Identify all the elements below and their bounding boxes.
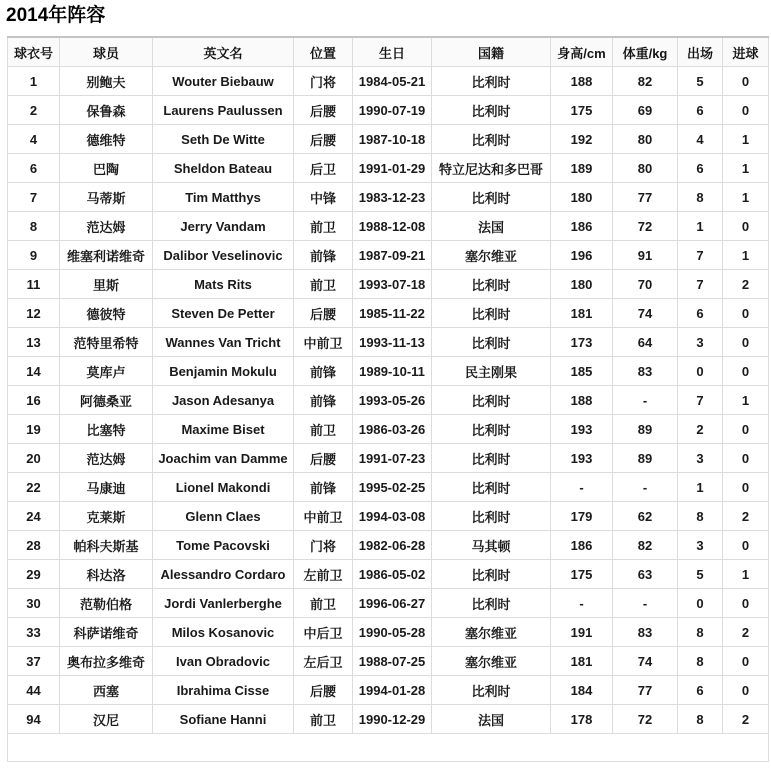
table-cell: 西塞 bbox=[60, 676, 153, 705]
table-cell: 前锋 bbox=[294, 241, 353, 270]
table-cell: 180 bbox=[551, 270, 613, 299]
table-cell: 89 bbox=[613, 415, 678, 444]
table-cell: - bbox=[613, 386, 678, 415]
table-cell: 64 bbox=[613, 328, 678, 357]
table-cell: 14 bbox=[8, 357, 60, 386]
table-cell: 0 bbox=[723, 444, 769, 473]
table-cell: 180 bbox=[551, 183, 613, 212]
table-cell: 1989-10-11 bbox=[353, 357, 432, 386]
table-cell: Wouter Biebauw bbox=[153, 67, 294, 96]
table-cell: 阿德桑亚 bbox=[60, 386, 153, 415]
table-cell: 7 bbox=[678, 386, 723, 415]
table-cell: Ibrahima Cisse bbox=[153, 676, 294, 705]
table-cell: 82 bbox=[613, 67, 678, 96]
table-row bbox=[8, 125, 769, 154]
table-cell: 后腰 bbox=[294, 125, 353, 154]
table-cell: 0 bbox=[723, 647, 769, 676]
table-cell: 0 bbox=[723, 212, 769, 241]
table-cell: 0 bbox=[723, 299, 769, 328]
table-row bbox=[8, 676, 769, 705]
table-cell: 奥布拉多维奇 bbox=[60, 647, 153, 676]
table-cell: 83 bbox=[613, 357, 678, 386]
table-cell: 188 bbox=[551, 386, 613, 415]
table-cell: 前卫 bbox=[294, 270, 353, 299]
table-cell: 2 bbox=[678, 415, 723, 444]
table-cell: 69 bbox=[613, 96, 678, 125]
table-cell: 1994-03-08 bbox=[353, 502, 432, 531]
table-cell: - bbox=[551, 473, 613, 502]
table-cell: 8 bbox=[678, 183, 723, 212]
table-cell: 比利时 bbox=[432, 183, 551, 212]
table-cell: 塞尔维亚 bbox=[432, 241, 551, 270]
table-cell: 1 bbox=[723, 241, 769, 270]
table-cell: 比利时 bbox=[432, 270, 551, 299]
table-row bbox=[8, 589, 769, 618]
table-cell: 法国 bbox=[432, 705, 551, 734]
table-cell: 0 bbox=[723, 328, 769, 357]
table-cell: 179 bbox=[551, 502, 613, 531]
table-cell: 比利时 bbox=[432, 502, 551, 531]
table-cell: 1995-02-25 bbox=[353, 473, 432, 502]
table-cell: Tim Matthys bbox=[153, 183, 294, 212]
table-cell: 1 bbox=[678, 473, 723, 502]
table-cell: Jerry Vandam bbox=[153, 212, 294, 241]
table-footer-row bbox=[8, 734, 769, 762]
table-cell: 1988-12-08 bbox=[353, 212, 432, 241]
table-cell: 175 bbox=[551, 96, 613, 125]
table-cell: 33 bbox=[8, 618, 60, 647]
table-cell: 63 bbox=[613, 560, 678, 589]
column-header: 英文名 bbox=[153, 37, 294, 67]
table-cell: Sheldon Bateau bbox=[153, 154, 294, 183]
roster-table-body bbox=[8, 67, 769, 734]
table-row bbox=[8, 183, 769, 212]
table-cell: Laurens Paulussen bbox=[153, 96, 294, 125]
table-cell: 法国 bbox=[432, 212, 551, 241]
table-cell: 11 bbox=[8, 270, 60, 299]
table-cell: 196 bbox=[551, 241, 613, 270]
table-cell: 19 bbox=[8, 415, 60, 444]
table-cell: 191 bbox=[551, 618, 613, 647]
table-cell: Jordi Vanlerberghe bbox=[153, 589, 294, 618]
table-cell: 82 bbox=[613, 531, 678, 560]
table-cell: 前卫 bbox=[294, 415, 353, 444]
table-row bbox=[8, 96, 769, 125]
column-header: 体重/kg bbox=[613, 37, 678, 67]
table-cell: 前锋 bbox=[294, 357, 353, 386]
table-cell: 0 bbox=[678, 589, 723, 618]
table-cell: 中前卫 bbox=[294, 328, 353, 357]
table-cell: 比利时 bbox=[432, 473, 551, 502]
table-cell: 20 bbox=[8, 444, 60, 473]
table-cell: Wannes Van Tricht bbox=[153, 328, 294, 357]
table-cell: 0 bbox=[723, 589, 769, 618]
table-cell: 9 bbox=[8, 241, 60, 270]
table-cell: 8 bbox=[678, 618, 723, 647]
table-cell: 比利时 bbox=[432, 415, 551, 444]
table-cell: 72 bbox=[613, 212, 678, 241]
table-cell: 1 bbox=[723, 560, 769, 589]
table-cell: 比利时 bbox=[432, 67, 551, 96]
roster-table-head bbox=[8, 37, 769, 67]
table-cell: 比利时 bbox=[432, 560, 551, 589]
table-cell: 8 bbox=[678, 502, 723, 531]
table-cell: 汉尼 bbox=[60, 705, 153, 734]
page-title: 2014年阵容 bbox=[6, 5, 106, 26]
table-cell: 37 bbox=[8, 647, 60, 676]
column-header: 位置 bbox=[294, 37, 353, 67]
table-cell: 173 bbox=[551, 328, 613, 357]
table-row bbox=[8, 502, 769, 531]
table-cell: 29 bbox=[8, 560, 60, 589]
table-cell: 16 bbox=[8, 386, 60, 415]
table-row bbox=[8, 444, 769, 473]
table-cell: 后腰 bbox=[294, 96, 353, 125]
table-cell: - bbox=[613, 589, 678, 618]
table-cell: 4 bbox=[678, 125, 723, 154]
table-cell: 后腰 bbox=[294, 676, 353, 705]
table-cell: 13 bbox=[8, 328, 60, 357]
table-cell: 0 bbox=[723, 96, 769, 125]
table-cell: 比利时 bbox=[432, 299, 551, 328]
table-cell: 2 bbox=[8, 96, 60, 125]
table-cell: Joachim van Damme bbox=[153, 444, 294, 473]
table-cell: 22 bbox=[8, 473, 60, 502]
table-cell: 184 bbox=[551, 676, 613, 705]
table-cell: 186 bbox=[551, 212, 613, 241]
table-cell: 188 bbox=[551, 67, 613, 96]
table-cell: 0 bbox=[723, 473, 769, 502]
table-cell: - bbox=[551, 589, 613, 618]
table-cell: 巴陶 bbox=[60, 154, 153, 183]
table-cell: 范特里希特 bbox=[60, 328, 153, 357]
table-cell: 门将 bbox=[294, 531, 353, 560]
table-cell: 80 bbox=[613, 125, 678, 154]
table-cell: Tome Pacovski bbox=[153, 531, 294, 560]
table-cell: 77 bbox=[613, 183, 678, 212]
column-header: 出场 bbox=[678, 37, 723, 67]
table-cell: Lionel Makondi bbox=[153, 473, 294, 502]
table-cell: 189 bbox=[551, 154, 613, 183]
table-cell: 0 bbox=[723, 676, 769, 705]
table-cell: 1991-01-29 bbox=[353, 154, 432, 183]
table-cell: 5 bbox=[678, 560, 723, 589]
table-cell: 7 bbox=[678, 270, 723, 299]
table-cell: 德维特 bbox=[60, 125, 153, 154]
table-cell: 28 bbox=[8, 531, 60, 560]
table-row bbox=[8, 270, 769, 299]
table-row bbox=[8, 299, 769, 328]
table-cell: 1987-09-21 bbox=[353, 241, 432, 270]
table-cell: 保鲁森 bbox=[60, 96, 153, 125]
table-row bbox=[8, 473, 769, 502]
table-cell: 5 bbox=[678, 67, 723, 96]
table-cell: 中前卫 bbox=[294, 502, 353, 531]
table-cell: 1990-12-29 bbox=[353, 705, 432, 734]
table-row bbox=[8, 705, 769, 734]
table-cell: 门将 bbox=[294, 67, 353, 96]
column-header: 球员 bbox=[60, 37, 153, 67]
table-cell: 前锋 bbox=[294, 386, 353, 415]
table-cell: 范达姆 bbox=[60, 212, 153, 241]
table-cell: 24 bbox=[8, 502, 60, 531]
table-cell: 范达姆 bbox=[60, 444, 153, 473]
table-cell: 178 bbox=[551, 705, 613, 734]
table-cell: 3 bbox=[678, 444, 723, 473]
table-row bbox=[8, 212, 769, 241]
table-cell: 80 bbox=[613, 154, 678, 183]
table-cell: 12 bbox=[8, 299, 60, 328]
table-cell: 91 bbox=[613, 241, 678, 270]
table-cell: Benjamin Mokulu bbox=[153, 357, 294, 386]
table-row bbox=[8, 241, 769, 270]
table-cell: 塞尔维亚 bbox=[432, 618, 551, 647]
table-cell: 后腰 bbox=[294, 299, 353, 328]
table-cell: 后腰 bbox=[294, 444, 353, 473]
column-header: 进球 bbox=[723, 37, 769, 67]
table-row bbox=[8, 618, 769, 647]
table-cell: 30 bbox=[8, 589, 60, 618]
table-cell: 1986-03-26 bbox=[353, 415, 432, 444]
table-cell: 1993-11-13 bbox=[353, 328, 432, 357]
column-header: 生日 bbox=[353, 37, 432, 67]
table-cell: 8 bbox=[8, 212, 60, 241]
table-cell: 1987-10-18 bbox=[353, 125, 432, 154]
table-cell: 比利时 bbox=[432, 386, 551, 415]
table-cell: 6 bbox=[678, 299, 723, 328]
table-cell: 4 bbox=[8, 125, 60, 154]
table-cell: 7 bbox=[8, 183, 60, 212]
column-header: 身高/cm bbox=[551, 37, 613, 67]
table-cell: 前卫 bbox=[294, 705, 353, 734]
table-cell: 前卫 bbox=[294, 589, 353, 618]
table-cell: 192 bbox=[551, 125, 613, 154]
table-cell: Milos Kosanovic bbox=[153, 618, 294, 647]
table-cell: Jason Adesanya bbox=[153, 386, 294, 415]
table-cell: 8 bbox=[678, 705, 723, 734]
table-cell: 7 bbox=[678, 241, 723, 270]
table-cell: 1 bbox=[678, 212, 723, 241]
table-cell: 1991-07-23 bbox=[353, 444, 432, 473]
table-cell: 0 bbox=[723, 531, 769, 560]
table-cell: 比利时 bbox=[432, 676, 551, 705]
table-cell: 中锋 bbox=[294, 183, 353, 212]
table-cell: 6 bbox=[8, 154, 60, 183]
table-cell: 193 bbox=[551, 415, 613, 444]
table-cell: 74 bbox=[613, 299, 678, 328]
header-row bbox=[8, 37, 769, 67]
table-cell: Mats Rits bbox=[153, 270, 294, 299]
table-cell: 范勒伯格 bbox=[60, 589, 153, 618]
table-cell: 3 bbox=[678, 531, 723, 560]
table-cell: Ivan Obradovic bbox=[153, 647, 294, 676]
table-cell: 1990-05-28 bbox=[353, 618, 432, 647]
table-cell: 185 bbox=[551, 357, 613, 386]
table-cell: 左后卫 bbox=[294, 647, 353, 676]
table-cell: 马蒂斯 bbox=[60, 183, 153, 212]
table-cell: 1988-07-25 bbox=[353, 647, 432, 676]
roster-table bbox=[7, 36, 769, 762]
table-cell: 175 bbox=[551, 560, 613, 589]
table-cell: 72 bbox=[613, 705, 678, 734]
table-cell: 0 bbox=[723, 415, 769, 444]
table-cell: 中后卫 bbox=[294, 618, 353, 647]
table-row bbox=[8, 415, 769, 444]
table-cell: 1 bbox=[723, 183, 769, 212]
table-cell: 77 bbox=[613, 676, 678, 705]
table-cell: 1 bbox=[8, 67, 60, 96]
table-cell: 1984-05-21 bbox=[353, 67, 432, 96]
table-cell: 1982-06-28 bbox=[353, 531, 432, 560]
table-cell: 科萨诺维奇 bbox=[60, 618, 153, 647]
table-cell: Alessandro Cordaro bbox=[153, 560, 294, 589]
column-header: 球衣号 bbox=[8, 37, 60, 67]
table-cell: 1983-12-23 bbox=[353, 183, 432, 212]
table-cell: 科达洛 bbox=[60, 560, 153, 589]
table-cell: Dalibor Veselinovic bbox=[153, 241, 294, 270]
table-cell: 3 bbox=[678, 328, 723, 357]
table-cell: 1993-05-26 bbox=[353, 386, 432, 415]
table-cell: Sofiane Hanni bbox=[153, 705, 294, 734]
table-cell: Steven De Petter bbox=[153, 299, 294, 328]
table-cell: 德彼特 bbox=[60, 299, 153, 328]
table-cell: 别鲍夫 bbox=[60, 67, 153, 96]
table-cell: 186 bbox=[551, 531, 613, 560]
table-cell: - bbox=[613, 473, 678, 502]
table-cell: 2 bbox=[723, 618, 769, 647]
table-cell: 83 bbox=[613, 618, 678, 647]
table-cell: 94 bbox=[8, 705, 60, 734]
column-header: 国籍 bbox=[432, 37, 551, 67]
table-cell: 193 bbox=[551, 444, 613, 473]
table-row bbox=[8, 386, 769, 415]
table-cell: 帕科夫斯基 bbox=[60, 531, 153, 560]
table-cell: 后卫 bbox=[294, 154, 353, 183]
table-cell: 前锋 bbox=[294, 473, 353, 502]
table-cell: 1 bbox=[723, 125, 769, 154]
table-cell: 比塞特 bbox=[60, 415, 153, 444]
table-cell: 8 bbox=[678, 647, 723, 676]
table-cell: 181 bbox=[551, 299, 613, 328]
table-cell: 1 bbox=[723, 386, 769, 415]
table-cell: 比利时 bbox=[432, 125, 551, 154]
table-cell: 0 bbox=[678, 357, 723, 386]
table-cell: 0 bbox=[723, 357, 769, 386]
table-cell: 前卫 bbox=[294, 212, 353, 241]
table-cell: 马康迪 bbox=[60, 473, 153, 502]
table-cell: 6 bbox=[678, 154, 723, 183]
table-cell: 1996-06-27 bbox=[353, 589, 432, 618]
table-cell: 维塞利诺维奇 bbox=[60, 241, 153, 270]
table-row bbox=[8, 67, 769, 96]
table-cell: 比利时 bbox=[432, 96, 551, 125]
table-cell: 克莱斯 bbox=[60, 502, 153, 531]
table-cell: Maxime Biset bbox=[153, 415, 294, 444]
roster-table-footer bbox=[8, 734, 769, 762]
table-cell: 1 bbox=[723, 154, 769, 183]
table-cell: 6 bbox=[678, 96, 723, 125]
table-cell: 1985-11-22 bbox=[353, 299, 432, 328]
table-cell: 里斯 bbox=[60, 270, 153, 299]
table-cell: 181 bbox=[551, 647, 613, 676]
table-row bbox=[8, 154, 769, 183]
table-cell: 2 bbox=[723, 705, 769, 734]
table-row bbox=[8, 647, 769, 676]
table-cell: 比利时 bbox=[432, 328, 551, 357]
table-cell: 比利时 bbox=[432, 444, 551, 473]
table-cell: 44 bbox=[8, 676, 60, 705]
table-cell: 特立尼达和多巴哥 bbox=[432, 154, 551, 183]
table-cell: 6 bbox=[678, 676, 723, 705]
table-cell: 2 bbox=[723, 270, 769, 299]
table-cell: 89 bbox=[613, 444, 678, 473]
table-row bbox=[8, 328, 769, 357]
table-cell: 1993-07-18 bbox=[353, 270, 432, 299]
table-row bbox=[8, 531, 769, 560]
table-cell: 民主刚果 bbox=[432, 357, 551, 386]
table-cell: 比利时 bbox=[432, 589, 551, 618]
table-cell: 左前卫 bbox=[294, 560, 353, 589]
table-cell: 74 bbox=[613, 647, 678, 676]
table-cell: Glenn Claes bbox=[153, 502, 294, 531]
table-cell: 1986-05-02 bbox=[353, 560, 432, 589]
table-row bbox=[8, 560, 769, 589]
table-cell: 70 bbox=[613, 270, 678, 299]
table-cell: 塞尔维亚 bbox=[432, 647, 551, 676]
table-cell: 2 bbox=[723, 502, 769, 531]
table-row bbox=[8, 357, 769, 386]
table-cell: Seth De Witte bbox=[153, 125, 294, 154]
table-cell: 1990-07-19 bbox=[353, 96, 432, 125]
table-cell: 62 bbox=[613, 502, 678, 531]
table-cell: 马其顿 bbox=[432, 531, 551, 560]
table-cell: 0 bbox=[723, 67, 769, 96]
table-cell: 1994-01-28 bbox=[353, 676, 432, 705]
table-cell: 莫库卢 bbox=[60, 357, 153, 386]
table-footer-cell bbox=[8, 734, 769, 762]
